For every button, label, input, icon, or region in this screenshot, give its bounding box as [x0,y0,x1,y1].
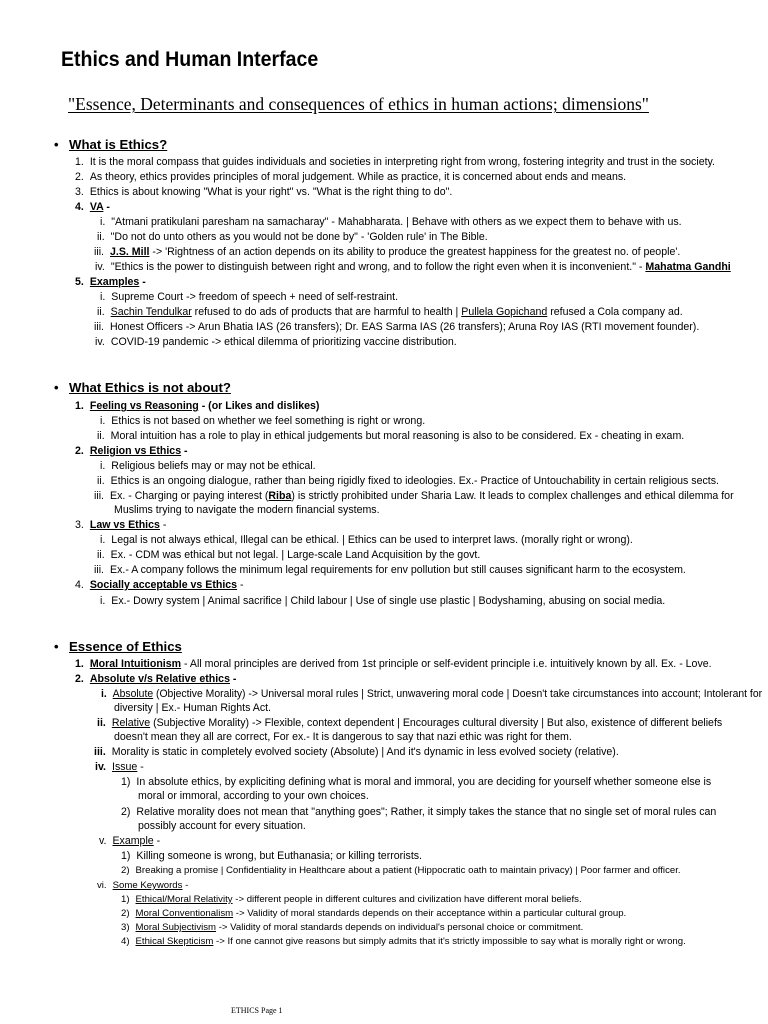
page-title: Ethics and Human Interface [61,48,319,71]
list-item: 2. Religion vs Ethics - [75,445,188,457]
list-item: i. Ex.- Dowry system | Animal sacrifice | Child labour | Use of single use plastic | Bodyshaming, abusing on social media. [100,595,666,607]
page-footer: ETHICS Page 1 [231,1006,283,1015]
list-item: iii. Ex.- A company follows the minimum legal requirements for env pollution but still causes significant harm to the ecosystem. [94,564,686,576]
list-item: i. Absolute (Objective Morality) -> Universal moral rules | Strict, unwavering moral code | Doesn't take circumstances into account; Intolerant for [101,688,763,700]
list-item: iii. Morality is static in completely evolved society (Absolute) | And it's dynamic in less evolved society (relative). [94,746,619,758]
section-heading-what-is-ethics: • What is Ethics? [54,137,168,152]
list-item: 3. Law vs Ethics - [75,519,167,531]
list-item: iv. COVID-19 pandemic -> ethical dilemma of prioritizing vaccine distribution. [95,336,457,348]
list-item: 1. Moral Intuitionism - All moral principles are derived from 1st principle or self-evident principle i.e. intuitively known by all. Ex. - Love. [75,658,712,670]
list-item: 1. Feeling vs Reasoning - (or Likes and dislikes) [75,400,320,412]
list-item: 4. Socially acceptable vs Ethics - [75,579,244,591]
list-item: ii. Ethics is an ongoing dialogue, rather than being rigidly fixed to ideologies. Ex.- Practice of Untouchability in certain religious sects. [97,475,719,487]
list-item: v. Example - [99,835,161,847]
list-item: 4) Ethical Skepticism -> If one cannot give reasons but simply admits that it's strictly impossible to say what is morally right or wrong. [121,936,686,947]
list-item: 2) Relative morality does not mean that "anything goes"; Rather, it simply takes the stance that no single set of moral rules can [121,806,717,818]
list-item: i. "Atmani pratikulani paresham na samacharay" - Mahabharata. | Behave with others as we expect them to behave with us. [100,216,682,228]
list-item: 3) Moral Subjectivism -> Validity of moral standards depends on individual's personal choice or commitment. [121,922,584,933]
section-heading-not-about: • What Ethics is not about? [54,380,231,395]
list-item: 2. As theory, ethics provides principles of moral judgement. While as practice, it is concerned about ends and means. [75,171,627,183]
list-item: i. Ethics is not based on whether we feel something is right or wrong. [100,415,426,427]
list-item: 2) Breaking a promise | Confidentiality in Healthcare about a patient (Hippocratic oath to maintain privacy) | Poor farmer and officer. [121,865,681,876]
list-item: 1) Killing someone is wrong, but Euthanasia; or killing terrorists. [121,850,422,862]
list-item: 1. It is the moral compass that guides individuals and societies in interpreting right from wrong, fostering integrity and trust in the society. [75,156,715,168]
list-item: i. Religious beliefs may or may not be ethical. [100,460,316,472]
list-item: iv. Issue - [95,761,144,773]
list-item-continuation: Muslims trying to navigate the modern financial systems. [114,504,380,516]
list-item-continuation: moral or immoral, according to your own choices. [138,790,369,802]
list-item: ii. Moral intuition has a role to play in ethical judgements but moral reasoning is also to be considered. Ex - cheating in exam. [97,430,685,442]
list-item-continuation: diversity | Ex.- Human Rights Act. [114,702,271,714]
list-item: i. Supreme Court -> freedom of speech + need of self-restraint. [100,291,399,303]
list-item: ii. Ex. - CDM was ethical but not legal. | Large-scale Land Acquisition by the govt. [97,549,481,561]
list-item: ii. Sachin Tendulkar refused to do ads of products that are harmful to health | Pullela Gopichand refused a Cola company ad. [97,306,683,318]
list-item: i. Legal is not always ethical, Illegal can be ethical. | Ethics can be used to interpret laws. (morally right or wrong). [100,534,633,546]
list-item: ii. Relative (Subjective Morality) -> Flexible, context dependent | Encourages cultural diversity | But also, existence of different beliefs [97,717,723,729]
list-item: iii. Honest Officers -> Arun Bhatia IAS (26 transfers); Dr. EAS Sarma IAS (26 transfers); Aruna Roy IAS (RTI movement founder). [94,321,700,333]
page-subtitle: "Essence, Determinants and consequences of ethics in human actions; dimensions" [68,94,649,114]
section-heading-essence: • Essence of Ethics [54,639,182,654]
list-item: ii. "Do not do unto others as you would not be done by" - 'Golden rule' in The Bible. [97,231,488,243]
list-item-continuation: doesn't mean they all are correct, For ex.- It is dangerous to say that nazi ethic was right for them. [114,731,572,743]
list-item: iii. Ex. - Charging or paying interest (Riba) is strictly prohibited under Sharia Law. It leads to complex challenges and ethical dilemma for [94,490,734,502]
list-item: 3. Ethics is about knowing "What is your right" vs. "What is the right thing to do". [75,186,453,198]
list-item: 2) Moral Conventionalism -> Validity of moral standards depends on their acceptance within a particular cultural group. [121,908,627,919]
list-item: iv. "Ethics is the power to distinguish between right and wrong, and to follow the right even when it is inconvenient." - Mahatma Gandhi [95,261,731,273]
list-item: 2. Absolute v/s Relative ethics - [75,673,237,685]
list-item: vi. Some Keywords - [97,880,189,891]
list-item-va: 4. VA - [75,201,110,213]
list-item-examples: 5. Examples - [75,276,146,288]
list-item: 1) In absolute ethics, by expliciting defining what is moral and immoral, you are deciding for yourself whether someone else is [121,776,712,788]
list-item-continuation: possibly account for every situation. [138,820,306,832]
list-item: 1) Ethical/Moral Relativity -> different people in different cultures and civilization have different moral beliefs. [121,894,582,905]
list-item: iii. J.S. Mill -> 'Rightness of an action depends on its ability to produce the greatest happiness for the greatest no. of people'. [94,246,681,258]
